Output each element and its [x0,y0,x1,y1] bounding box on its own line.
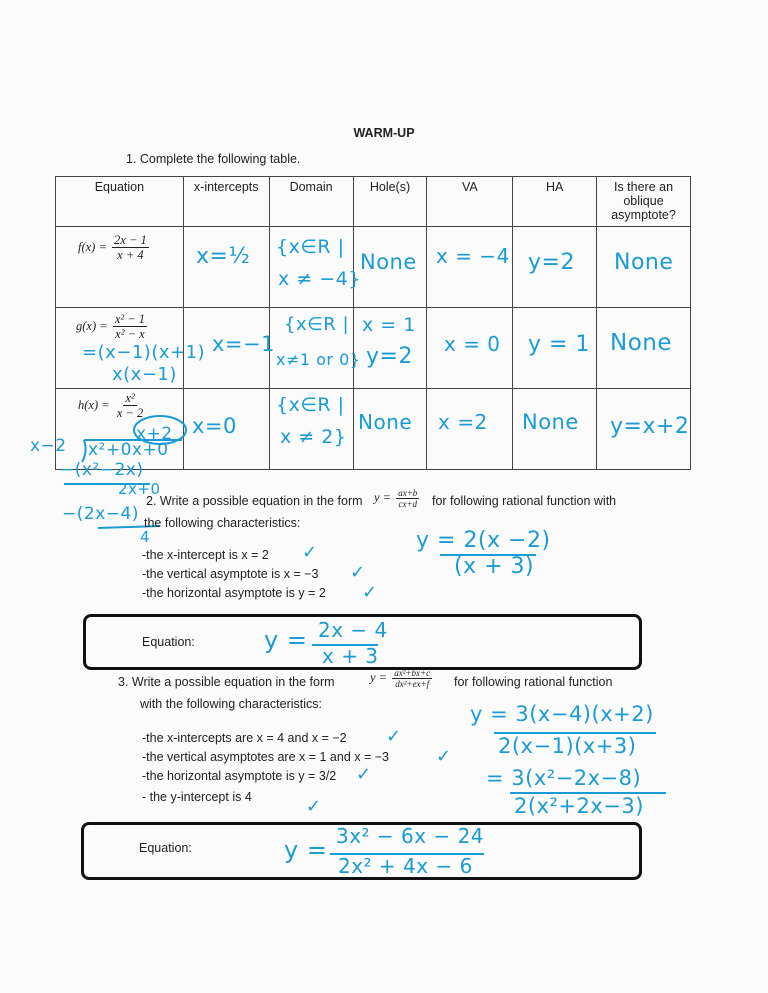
function-denominator: x − 2 [116,406,144,421]
row2-hole-y: y=2 [366,344,413,369]
division-divisor: x−2 [30,436,67,456]
q3-answer-lhs: y = [284,836,328,864]
q3-answer-numerator: 3x² − 6x − 24 [336,824,485,848]
q3-work-line3: = 3(x²−2x−8) [486,766,642,790]
q2-work-numerator: y = 2(x −2) [416,528,551,553]
q1-prompt: 1. Complete the following table. [126,152,301,166]
q2-form-denominator: cx+d [398,499,418,510]
header-equation: Equation [56,177,184,227]
q3-form-denominator: dx²+ex+f [395,679,430,690]
function-name: h(x) = [78,397,110,412]
division-step3: −(2x−4) [62,504,139,524]
check-mark-icon: ✓ [356,764,372,784]
q2-equation-label: Equation: [142,635,195,649]
division-remainder: 4 [140,528,151,546]
function-name: f(x) = [78,239,107,254]
q2-characteristic: -the x-intercept is x = 2 [142,548,269,562]
function-numerator: x² [125,391,135,405]
division-dividend: x²+0x+0 [88,440,169,460]
q2-answer-numerator: 2x − 4 [318,618,388,642]
q2-characteristic: -the vertical asymptote is x = −3 [142,567,319,581]
row2-hole-x: x = 1 [362,314,416,336]
row2-va: x = 0 [444,332,501,356]
check-mark-icon: ✓ [306,796,322,816]
row3-ha: None [522,410,579,434]
header-ha: HA [513,177,597,227]
header-holes: Hole(s) [353,177,427,227]
q3-form-numerator: ax²+bx+c [394,668,431,678]
check-mark-icon: ✓ [386,726,402,746]
q2-prompt-start: 2. Write a possible equation in the form [146,494,363,508]
header-domain: Domain [269,177,353,227]
function-numerator: 2x − 1 [114,233,147,247]
q3-equation-label: Equation: [139,841,192,855]
row1-va: x = −4 [436,244,510,268]
check-mark-icon: ✓ [350,562,366,582]
function-name: g(x) = [76,318,108,333]
row2-x-intercept: x=−1 [212,332,275,356]
q3-characteristic: - the y-intercept is 4 [142,790,252,804]
q3-work-line2: 2(x−1)(x+3) [498,734,637,758]
row2-ha: y = 1 [528,332,590,357]
row3-oblique: y=x+2 [610,414,690,439]
row2-factored-denominator: x(x−1) [112,364,177,385]
division-step1: −(x²−2x) [60,460,144,480]
row1-x-intercept: x=½ [196,244,251,269]
header-x-intercepts: x-intercepts [183,177,269,227]
q3-answer-denominator: 2x² + 4x − 6 [338,854,473,878]
row3-domain-line1: {x∈R | [276,394,345,416]
row1-ha: y=2 [528,250,575,275]
q2-answer-lhs: y = [264,626,308,654]
q2-form-numerator: ax+b [398,488,418,498]
division-step2: 2x+0 [118,480,161,498]
q3-prompt-end: for following rational function [454,675,613,689]
q3-characteristic: -the horizontal asymptote is y = 3/2 [142,769,337,783]
row2-factored-numerator: =(x−1)(x+1) [82,342,206,363]
page-title: WARM-UP [353,126,415,140]
row2-oblique: None [610,330,673,356]
q3-characteristic: -the vertical asymptotes are x = 1 and x = −3 [142,750,390,764]
check-mark-icon: ✓ [362,582,378,602]
check-mark-icon: ✓ [302,542,318,562]
row3-x-intercept: x=0 [192,414,237,438]
header-va: VA [427,177,513,227]
q2-prompt-line2: the following characteristics: [144,516,301,530]
q3-work-line1: y = 3(x−4)(x+2) [470,702,654,726]
header-oblique: Is there an oblique asymptote? [597,177,691,227]
q3-form-lhs: y = [370,670,388,685]
q2-form-lhs: y = [374,490,392,505]
q3-prompt-start: 3. Write a possible equation in the form [118,675,335,689]
row3-domain-line2: x ≠ 2} [280,426,347,448]
check-mark-icon: ✓ [436,746,452,766]
row1-domain-line2: x ≠ −4} [278,268,361,290]
q2-prompt-end: for following rational function with [432,494,617,508]
row1-oblique: None [614,250,674,275]
function-denominator: x + 4 [117,248,144,263]
row3-holes: None [358,410,413,434]
q3-prompt-line2: with the following characteristics: [140,697,323,711]
q3-work-line4: 2(x²+2x−3) [514,794,644,818]
function-denominator: x² − x [115,327,145,342]
row1-domain-line1: {x∈R | [276,236,345,258]
q2-work-denominator: (x + 3) [454,554,535,579]
q3-characteristic: -the x-intercepts are x = 4 and x = −2 [142,731,347,745]
row3-va: x =2 [438,410,488,434]
row2-domain-line1: {x∈R | [284,314,350,335]
q2-answer-denominator: x + 3 [322,644,379,668]
division-quotient: x+2 [136,424,173,444]
q2-characteristic: -the horizontal asymptote is y = 2 [142,586,326,600]
row1-holes: None [360,250,417,274]
row2-domain-line2: x≠1 or 0} [276,350,361,369]
function-numerator: x² − 1 [114,312,146,326]
